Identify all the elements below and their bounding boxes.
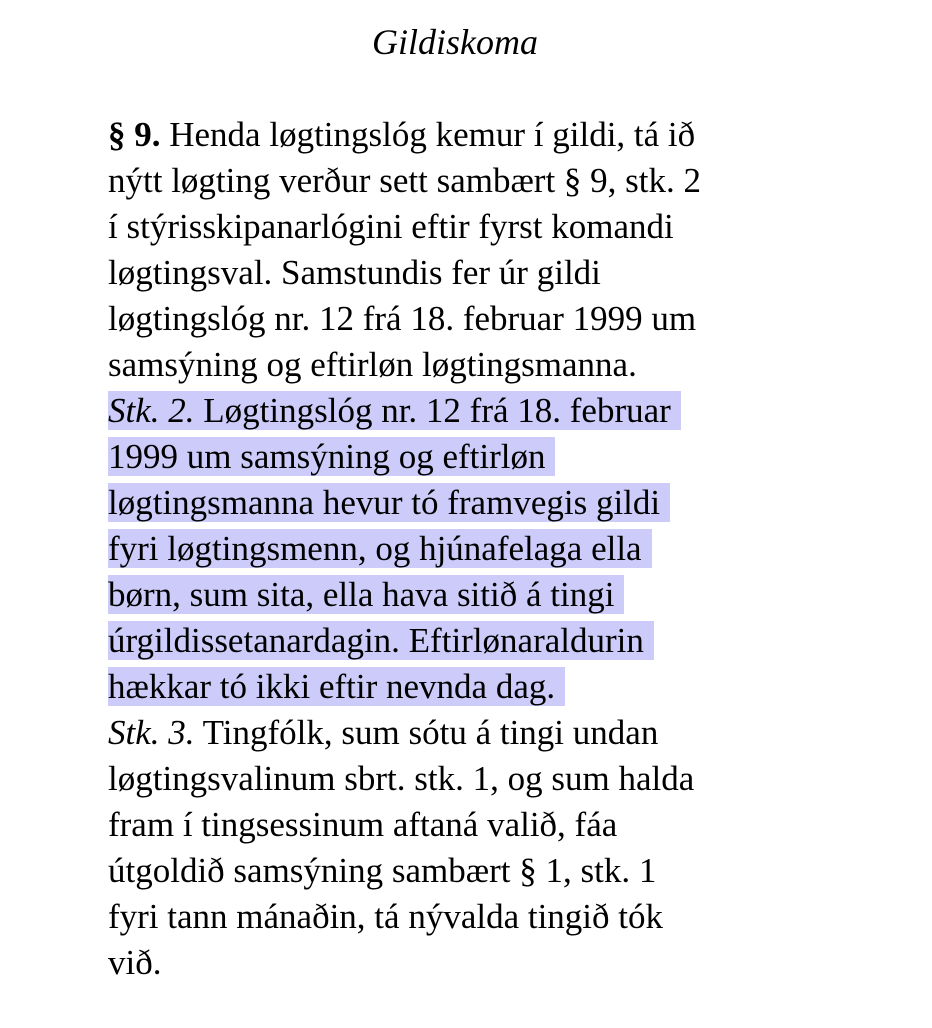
paragraph-section-9: [108, 112, 808, 388]
text-line: fyri tann mánaðin, tá nývalda tingið tók: [108, 897, 664, 936]
text-line: løgtingsvalinum sbrt. stk. 1, og sum halda: [108, 759, 695, 798]
text-line: við.: [108, 943, 162, 982]
paragraph-stk-2-selected[interactable]: [108, 388, 808, 710]
subsection-label: Stk. 2.: [108, 391, 195, 430]
highlighted-text: børn, sum sita, ella hava sitið á tingi: [108, 575, 624, 614]
paragraph-stk-3: [108, 710, 808, 986]
text-line: [108, 388, 808, 434]
text-line: [108, 526, 808, 572]
section-heading: Gildiskoma: [372, 22, 538, 62]
highlighted-text: hækkar tó ikki eftir nevnda dag.: [108, 667, 565, 706]
highlighted-text: úrgildissetanardagin. Eftirlønaraldurin: [108, 621, 654, 660]
text-line: [108, 572, 808, 618]
text-line: útgoldið samsýning sambært § 1, stk. 1: [108, 851, 657, 890]
text-fragment: Løgtingslóg nr. 12 frá 18. februar: [194, 391, 671, 430]
highlighted-text: [108, 391, 681, 430]
text-line: [108, 112, 808, 158]
law-text: [108, 112, 808, 986]
text-line: í stýrisskipanarlógini eftir fyrst komandi: [108, 207, 674, 246]
text-line: [108, 664, 808, 710]
text-line: [108, 710, 808, 756]
text-line: løgtingsval. Samstundis fer úr gildi: [108, 253, 601, 292]
text-line: fram í tingsessinum aftaná valið, fáa: [108, 805, 618, 844]
section-number: § 9.: [108, 115, 161, 154]
text-line: [108, 434, 808, 480]
text-line: samsýning og eftirløn løgtingsmanna.: [108, 345, 637, 384]
text-line: nýtt løgting verður sett sambært § 9, stk. 2: [108, 161, 702, 200]
highlighted-text: 1999 um samsýning og eftirløn: [108, 437, 555, 476]
text-line: [108, 480, 808, 526]
highlighted-text: fyri løgtingsmenn, og hjúnafelaga ella: [108, 529, 652, 568]
subsection-label: Stk. 3.: [108, 713, 195, 752]
text-fragment: Henda løgtingslóg kemur í gildi, tá ið: [160, 115, 696, 154]
text-line: [108, 618, 808, 664]
text-fragment: Tingfólk, sum sótu á tingi undan: [194, 713, 659, 752]
text-line: løgtingslóg nr. 12 frá 18. februar 1999 um: [108, 299, 697, 338]
highlighted-text: løgtingsmanna hevur tó framvegis gildi: [108, 483, 670, 522]
